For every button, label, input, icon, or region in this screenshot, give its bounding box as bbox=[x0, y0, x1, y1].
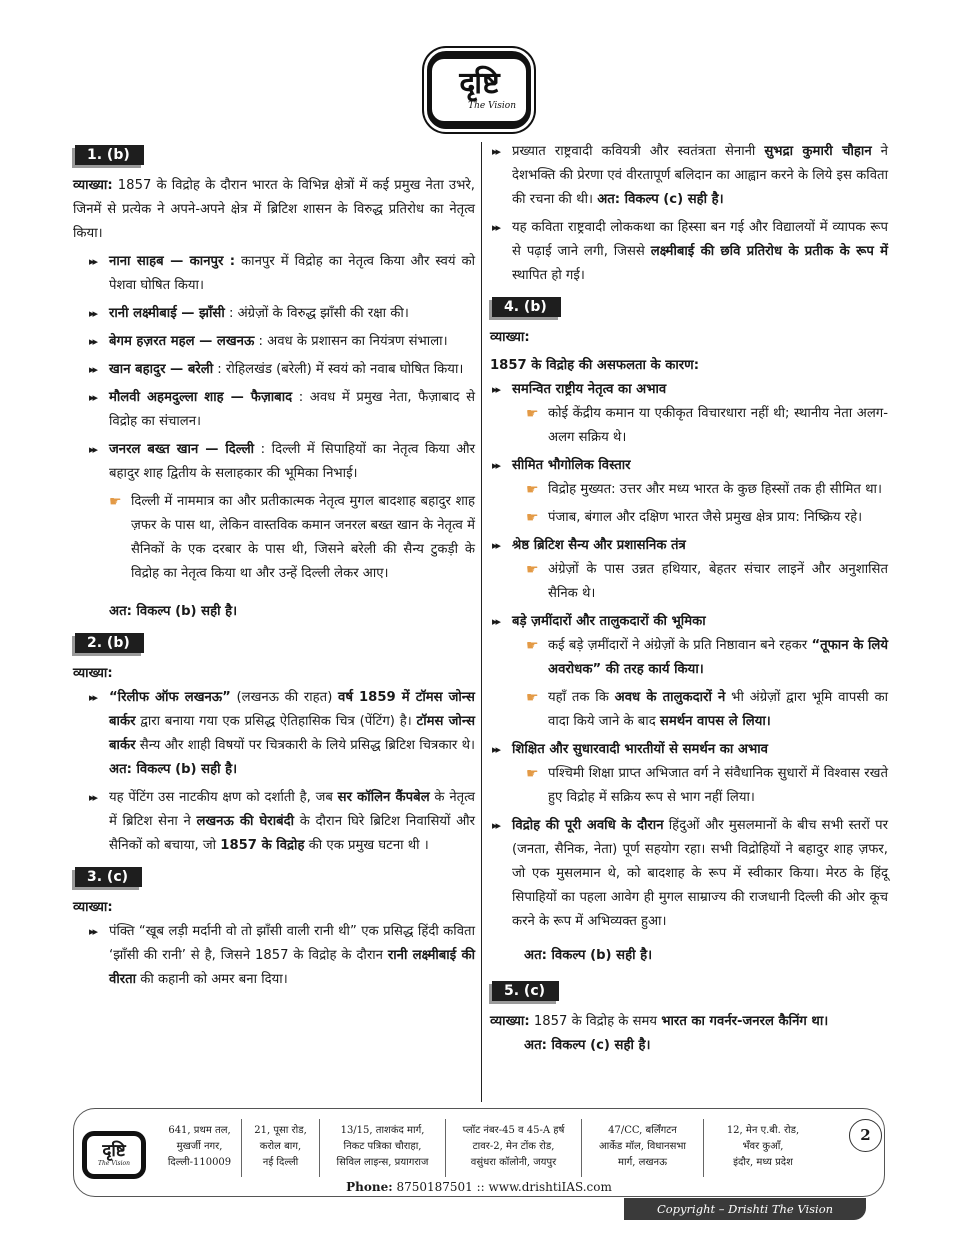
q5-explanation: व्याख्या: 1857 के विद्रोह के समय भारत का गवर्नर-जनरल कैनिंग था। bbox=[490, 1014, 829, 1029]
q4-section-point: ☛ पंजाब, बंगाल और दक्षिण भारत जैसे प्रमुख क्षेत्र प्राय: निष्क्रिय रहे। bbox=[490, 506, 888, 530]
bullet-arrow-icon: ▸▸ bbox=[89, 307, 97, 320]
bullet-arrow-icon: ▸▸ bbox=[89, 443, 97, 456]
logo-main-text: दृष्टि bbox=[459, 66, 499, 101]
q4-section-title: ▸▸ समन्वित राष्ट्रीय नेतृत्व का अभाव bbox=[490, 378, 888, 402]
bullet-arrow-icon: ▸▸ bbox=[89, 925, 97, 938]
pointing-hand-icon: ☛ bbox=[526, 766, 539, 782]
footer-logo-tagline: The Vision bbox=[98, 1160, 130, 1167]
pointing-hand-icon: ☛ bbox=[526, 510, 539, 526]
answer-badge-q1: 1. (b) bbox=[75, 145, 144, 165]
q4-section-point: ☛ कई बड़े ज़मींदारों ने अंग्रेज़ों के प्रति निष्ठावान बने रहकर “तूफान के लिये अवरोधक” की तरह कार्य किया। bbox=[490, 634, 888, 682]
q4-section-point: ☛ अंग्रेज़ों के पास उन्नत हथियार, बेहतर संचार लाइनें और अनुशासित सैनिक थे। bbox=[490, 558, 888, 606]
address-block: 13/15, ताशकंद मार्ग, निकट पत्रिका चौराहा, सिविल लाइन्स, प्रयागराज bbox=[320, 1119, 446, 1177]
q1-leader-item: ▸▸ मौलवी अहमदुल्ला शाह — फैज़ाबाद : अवध में प्रमुख नेता, फैज़ाबाद से विद्रोह का संचालन। bbox=[73, 386, 475, 434]
bullet-arrow-icon: ▸▸ bbox=[89, 791, 97, 804]
address-block: 47/CC, बर्लिंगटन आर्केड मॉल, विधानसभा मार्ग, लखनऊ bbox=[582, 1119, 704, 1177]
q2-label: व्याख्या: bbox=[73, 666, 113, 681]
pointing-hand-icon: ☛ bbox=[526, 482, 539, 498]
q3-label: व्याख्या: bbox=[73, 900, 113, 915]
q2-point: ▸▸ यह पेंटिंग उस नाटकीय क्षण को दर्शाती है, जब सर कॉलिन कैंपबेल के नेतृत्व में ब्रिटिश सेना ने लखनऊ की घेराबंदी के दौरान घिरे ब्रिटिश निवासियों और सैनिकों को बचाया, जो 1857 के विद्रोह की एक प्रमुख घटना थी । bbox=[73, 786, 475, 858]
q1-leader-item: ▸▸ बेगम हज़रत महल — लखनऊ : अवध के प्रशासन का नियंत्रण संभाला। bbox=[73, 330, 475, 354]
bullet-arrow-icon: ▸▸ bbox=[492, 819, 500, 832]
q4-section-point: ☛ यहाँ तक कि अवध के तालुकदारों ने भी अंग्रेज़ों द्वारा भूमि वापसी का वादा किये जाने के बाद समर्थन वापस ले लिया। bbox=[490, 686, 888, 734]
q4-section-point: ☛ कोई केंद्रीय कमान या एकीकृत विचारधारा नहीं थी; स्थानीय नेता अलग-अलग सक्रिय थे। bbox=[490, 402, 888, 450]
q1-leader-item: ▸▸ रानी लक्ष्मीबाई — झाँसी : अंग्रेज़ों के विरुद्ध झाँसी की रक्षा की। bbox=[73, 302, 475, 326]
q1-leader-item: ▸▸ खान बहादुर — बरेली : रोहिलखंड (बरेली) में स्वयं को नवाब घोषित किया। bbox=[73, 358, 475, 382]
address-block: 21, पूसा रोड, करोल बाग, नई दिल्ली bbox=[242, 1119, 320, 1177]
q1-conclusion: अत: विकल्प (b) सही है। bbox=[109, 604, 238, 619]
bullet-arrow-icon: ▸▸ bbox=[89, 255, 97, 268]
contact-line: Phone: 8750187501 :: www.drishtiIAS.com bbox=[346, 1180, 612, 1194]
bullet-arrow-icon: ▸▸ bbox=[89, 363, 97, 376]
bullet-arrow-icon: ▸▸ bbox=[492, 145, 500, 158]
address-block: 641, प्रथम तल, मुखर्जी नगर, दिल्ली-110009 bbox=[158, 1119, 242, 1177]
bullet-arrow-icon: ▸▸ bbox=[89, 391, 97, 404]
answer-badge-q4: 4. (b) bbox=[492, 297, 561, 317]
q3-point: ▸▸ यह कविता राष्ट्रवादी लोककथा का हिस्सा बन गई और विद्यालयों में व्यापक रूप से पढ़ाई जाने लगी, जिससे लक्ष्मीबाई की छवि प्रतिरोध के प्रतीक के रूप में स्थापित हो गई। bbox=[490, 216, 888, 288]
bullet-arrow-icon: ▸▸ bbox=[492, 459, 500, 472]
pointing-hand-icon: ☛ bbox=[526, 638, 539, 654]
column-divider bbox=[481, 142, 482, 1102]
q1-explanation: व्याख्या: 1857 के विद्रोह के दौरान भारत के विभिन्न क्षेत्रों में कई प्रमुख नेता उभरे, जिनमें से प्रत्येक ने अपने-अपने क्षेत्र में ब्रिटिश शासन के विरुद्ध प्रतिरोध का नेतृत्व किया। bbox=[73, 178, 475, 241]
footer bbox=[73, 1108, 885, 1197]
address-block: 12, मेन ए.बी. रोड, भँवर कुआँ, इंदौर, मध्य प्रदेश bbox=[726, 1125, 800, 1168]
q2-point: ▸▸ “रिलीफ ऑफ लखनऊ” (लखनऊ की राहत) वर्ष 1859 में टॉमस जोन्स बार्कर द्वारा बनाया गया एक प्रसिद्ध ऐतिहासिक चित्र (पेंटिंग) है। टॉमस जोन्स बार्कर सैन्य और शाही विषयों पर चित्रकारी के लिये प्रसिद्ध ब्रिटिश चित्रकार थे। अत: विकल्प (b) सही है। bbox=[73, 686, 475, 782]
right-column bbox=[490, 140, 888, 1058]
answer-badge-q2: 2. (b) bbox=[75, 633, 144, 653]
bullet-arrow-icon: ▸▸ bbox=[492, 743, 500, 756]
address-block: प्लॉट नंबर-45 व 45-A हर्ष टावर-2, मेन टोंक रोड, वसुंधरा कॉलोनी, जयपुर bbox=[446, 1119, 582, 1177]
pointing-hand-icon: ☛ bbox=[526, 406, 539, 422]
q4-section-title: ▸▸ बड़े ज़मींदारों और तालुकदारों की भूमिका bbox=[490, 610, 888, 634]
q1-leader-item: ▸▸ जनरल बख्त खान — दिल्ली : दिल्ली में सिपाहियों का नेतृत्व किया और बहादुर शाह द्वितीय के सलाहकार की भूमिका निभाई। bbox=[73, 438, 475, 486]
bullet-arrow-icon: ▸▸ bbox=[492, 615, 500, 628]
footer-logo bbox=[82, 1131, 146, 1179]
q3-point: ▸▸ पंक्ति “खूब लड़ी मर्दानी वो तो झाँसी वाली रानी थी” एक प्रसिद्ध हिंदी कविता ‘झाँसी की रानी’ से है, जिसने 1857 के विद्रोह के दौरान रानी लक्ष्मीबाई की वीरता की कहानी को अमर बना दिया। bbox=[73, 920, 475, 992]
q4-label: व्याख्या: bbox=[490, 330, 530, 345]
pointing-hand-icon: ☛ bbox=[526, 562, 539, 578]
page-number: 2 bbox=[849, 1119, 882, 1152]
q4-section-title: ▸▸ शिक्षित और सुधारवादी भारतीयों से समर्थन का अभाव bbox=[490, 738, 888, 762]
q4-heading: 1857 के विद्रोह की असफलता के कारण: bbox=[490, 358, 699, 373]
bullet-arrow-icon: ▸▸ bbox=[492, 539, 500, 552]
bullet-arrow-icon: ▸▸ bbox=[89, 691, 97, 704]
header-logo bbox=[424, 48, 534, 132]
pointing-hand-icon: ☛ bbox=[109, 494, 122, 510]
q1-leader-item: ▸▸ नाना साहब — कानपुर : कानपुर में विद्रोह का नेतृत्व किया और स्वयं को पेशवा घोषित किया। bbox=[73, 250, 475, 298]
bullet-arrow-icon: ▸▸ bbox=[492, 383, 500, 396]
answer-badge-q5: 5. (c) bbox=[492, 981, 559, 1001]
bullet-arrow-icon: ▸▸ bbox=[89, 335, 97, 348]
q4-section-title: ▸▸ श्रेष्ठ ब्रिटिश सैन्य और प्रशासनिक तंत्र bbox=[490, 534, 888, 558]
q4-section-point: ☛ विद्रोह मुख्यत: उत्तर और मध्य भारत के कुछ हिस्सों तक ही सीमित था। bbox=[490, 478, 888, 502]
q1-note: ☛ दिल्ली में नाममात्र का और प्रतीकात्मक नेतृत्व मुगल बादशाह बहादुर शाह ज़फर के पास था, लेकिन वास्तविक कमान जनरल बख्त खान के नेतृत्व में सैनिकों के एक दरबार के पास थी, जिसने बरेली की सैन्य टुकड़ी के विद्रोह का नेतृत्व किया था और उन्हें दिल्ली लेकर आए। bbox=[73, 490, 475, 586]
q4-section-title: ▸▸ विद्रोह की पूरी अवधि के दौरान हिंदुओं और मुसलमानों के बीच सभी स्तरों पर (जनता, सैनिक, नेता) पूर्ण सहयोग रहा। सभी विद्रोहियों ने बहादुर शाह ज़फर, जो एक मुसलमान थे, को बादशाह के रूप में स्वीकार किया। मेरठ के हिंदू सिपाहियों का पहला आवेग ही मुगल साम्राज्य की राजधानी दिल्ली की ओर कूच करने के रूप में अभिव्यक्त हुआ। bbox=[490, 814, 888, 934]
q5-conclusion: अत: विकल्प (c) सही है। bbox=[524, 1038, 651, 1053]
pointing-hand-icon: ☛ bbox=[526, 690, 539, 706]
left-column bbox=[73, 140, 475, 992]
logo-tagline: The Vision bbox=[468, 101, 516, 111]
address-list bbox=[158, 1119, 822, 1177]
bullet-arrow-icon: ▸▸ bbox=[492, 221, 500, 234]
q4-section-title: ▸▸ सीमित भौगोलिक विस्तार bbox=[490, 454, 888, 478]
footer-logo-text: दृष्टि bbox=[102, 1141, 126, 1161]
q3-point: ▸▸ प्रख्यात राष्ट्रवादी कवियत्री और स्वतंत्रता सेनानी सुभद्रा कुमारी चौहान ने देशभक्ति की प्रेरणा एवं वीरतापूर्ण बलिदान का आह्वान करने के लिये इस कविता की रचना की थी। अत: विकल्प (c) सही है। bbox=[490, 140, 888, 212]
answer-badge-q3: 3. (c) bbox=[75, 867, 142, 887]
q4-section-point: ☛ पश्चिमी शिक्षा प्राप्त अभिजात वर्ग ने संवैधानिक सुधारों में विश्वास रखते हुए विद्रोह में सक्रिय रूप से भाग नहीं लिया। bbox=[490, 762, 888, 810]
copyright-banner: Copyright – Drishti The Vision Foundation bbox=[624, 1198, 866, 1220]
q4-conclusion: अत: विकल्प (b) सही है। bbox=[524, 948, 653, 963]
